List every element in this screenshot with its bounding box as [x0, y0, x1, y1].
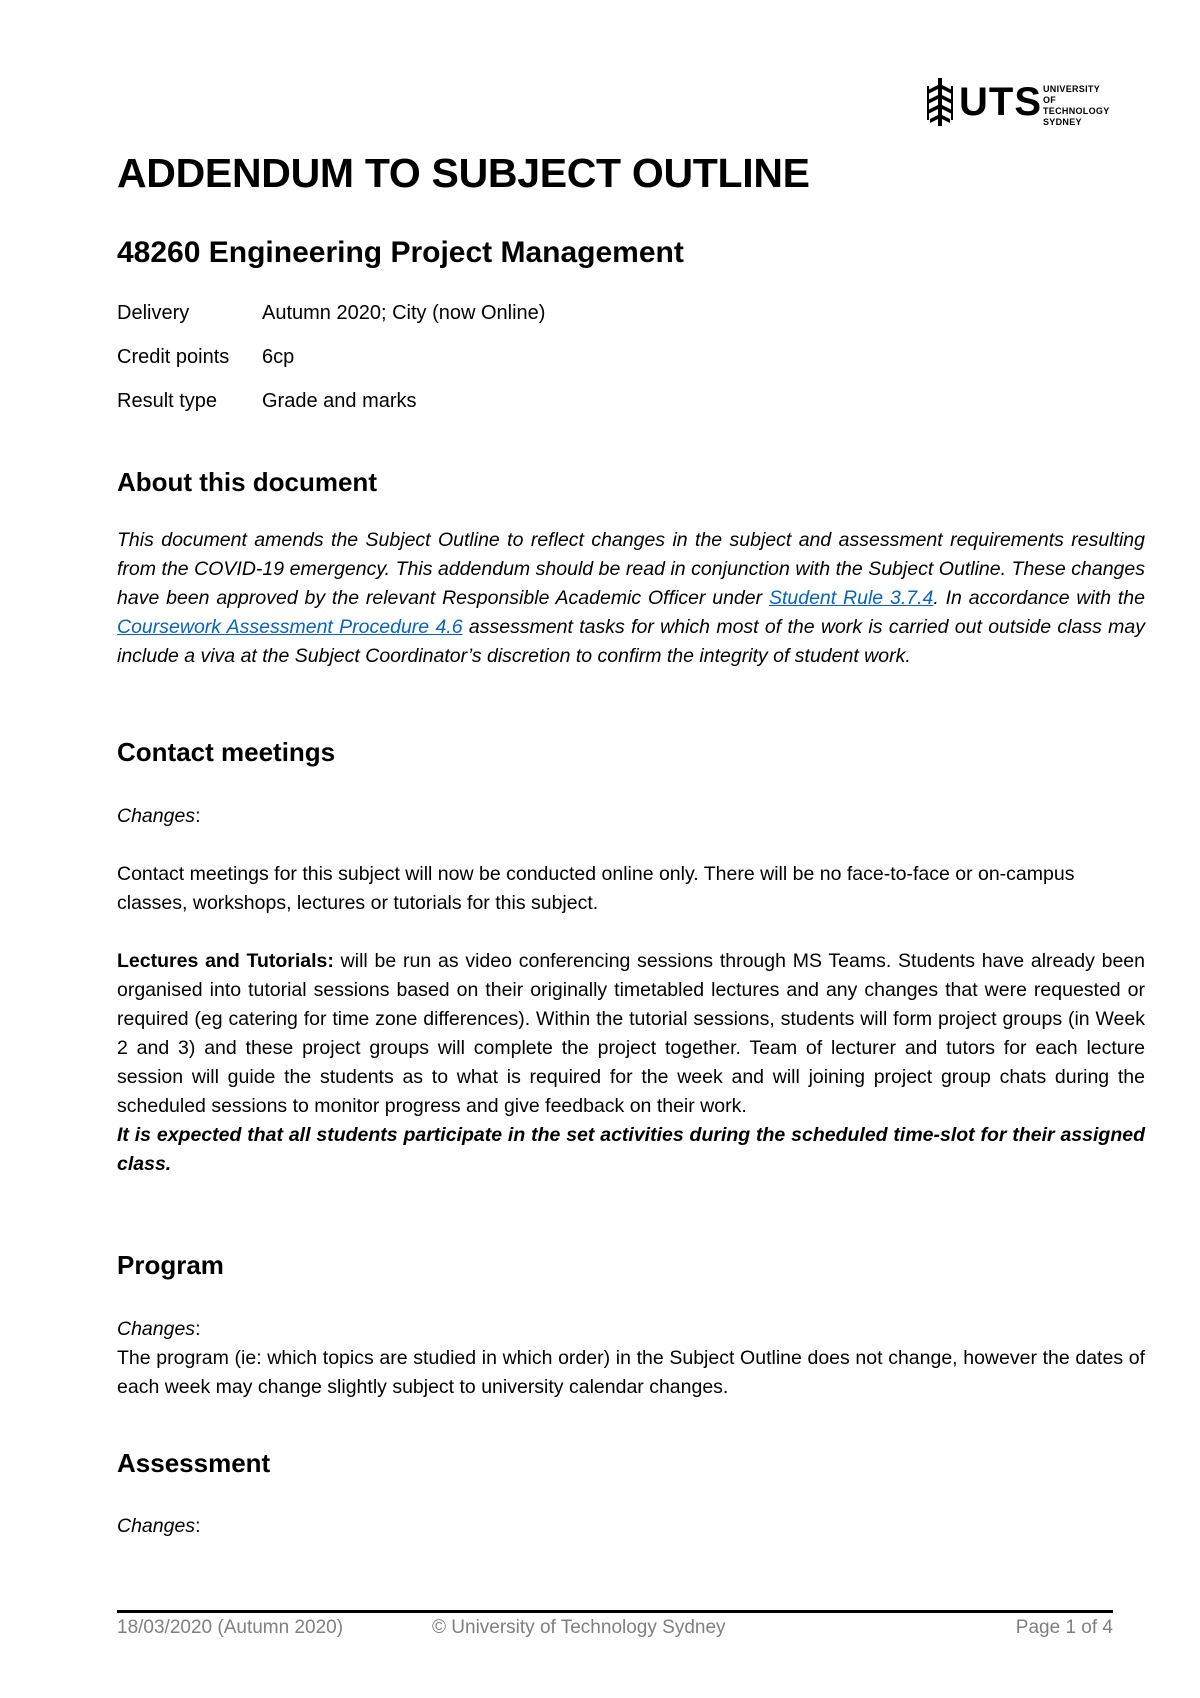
assessment-changes-label: [117, 1512, 1145, 1541]
program-heading: Program: [117, 1250, 224, 1280]
uts-crest-icon: [925, 78, 955, 126]
program-paragraph: The program (ie: which topics are studied in which order) in the Subject Outline does not change, however the dates of each week may change slightly subject to university calendar changes.: [117, 1347, 1145, 1398]
changes-label: Changes: [117, 1318, 196, 1340]
program-changes-label: [117, 1315, 1145, 1344]
changes-colon: :: [195, 1318, 201, 1340]
detail-value: Autumn 2020; City (now Online): [262, 302, 546, 324]
changes-colon: :: [195, 1515, 201, 1537]
lectures-text: will be run as video conferencing sessions through MS Teams. Students have already been organised into tutorial sessions based on their originally timetabled lectures and any changes that were requested or required (eg catering for time zone differences). Within the tutorial sessions, students will form project groups (in Week 2 and 3) and these project groups will complete the project together. Team of lecturer and tutors for each lecture session will guide the students as to what is required for the week and will joining project group chats during the scheduled sessions to monitor progress and give feedback on their work.: [117, 950, 1145, 1117]
lectures-tutorials-paragraph: [117, 947, 1145, 1179]
about-text: This document amends the Subject Outline to reflect changes in the subject and assessment requirements resulting from the COVID-19 emergency. This addendum should be read in conjunction with the Subject Outline. These changes have been approved by the relevant Responsible Academic Officer under: [117, 529, 1145, 609]
logo-sub-line: OF TECHNOLOGY: [1043, 95, 1110, 116]
logo-sub-line: SYDNEY: [1043, 117, 1082, 127]
page-footer: [117, 1617, 1113, 1645]
detail-label: Result type: [117, 390, 218, 412]
footer-page-number: Page 1 of 4: [1015, 1617, 1113, 1638]
coursework-procedure-link[interactable]: Coursework Assessment Procedure 4.6: [117, 616, 463, 638]
detail-label: Credit points: [117, 346, 230, 368]
changes-label: Changes: [117, 1515, 196, 1537]
detail-value: 6cp: [262, 346, 295, 368]
lectures-label: Lectures and Tutorials:: [117, 950, 334, 972]
logo-sub-line: UNIVERSITY: [1043, 84, 1101, 94]
uts-wordmark: UTS: [959, 80, 1042, 124]
footer-copyright: © University of Technology Sydney: [432, 1617, 726, 1638]
changes-colon: :: [195, 805, 201, 827]
about-paragraph: [117, 526, 1145, 671]
uts-logo: [925, 78, 1125, 126]
expectation-text: It is expected that all students participate in the set activities during the scheduled time-slot for their assigned class.: [117, 1124, 1145, 1175]
detail-value: Grade and marks: [262, 390, 417, 412]
contact-meetings-heading: Contact meetings: [117, 737, 336, 767]
student-rule-link[interactable]: Student Rule 3.7.4: [768, 587, 934, 609]
document-title: ADDENDUM TO SUBJECT OUTLINE: [117, 150, 810, 196]
contact-online-paragraph: Contact meetings for this subject will now be conducted online only. There will be no face-to-face or on-campus classes, workshops, lectures or tutorials for this subject.: [117, 863, 1075, 914]
about-text: assessment tasks for which most of the work is carried out outside class may include a viva at the Subject Coordinator’s discretion to confirm the integrity of student work.: [117, 616, 1145, 667]
uts-subtitle: [1043, 84, 1125, 128]
about-heading: About this document: [117, 467, 377, 497]
subject-title: 48260 Engineering Project Management: [117, 236, 684, 269]
footer-divider: [117, 1610, 1113, 1613]
about-text: . In accordance with the: [933, 587, 1145, 609]
contact-changes-label: [117, 802, 1145, 831]
assessment-heading: Assessment: [117, 1448, 271, 1478]
changes-label: Changes: [117, 805, 196, 827]
footer-date: 18/03/2020 (Autumn 2020): [117, 1617, 344, 1638]
detail-label: Delivery: [117, 302, 190, 324]
